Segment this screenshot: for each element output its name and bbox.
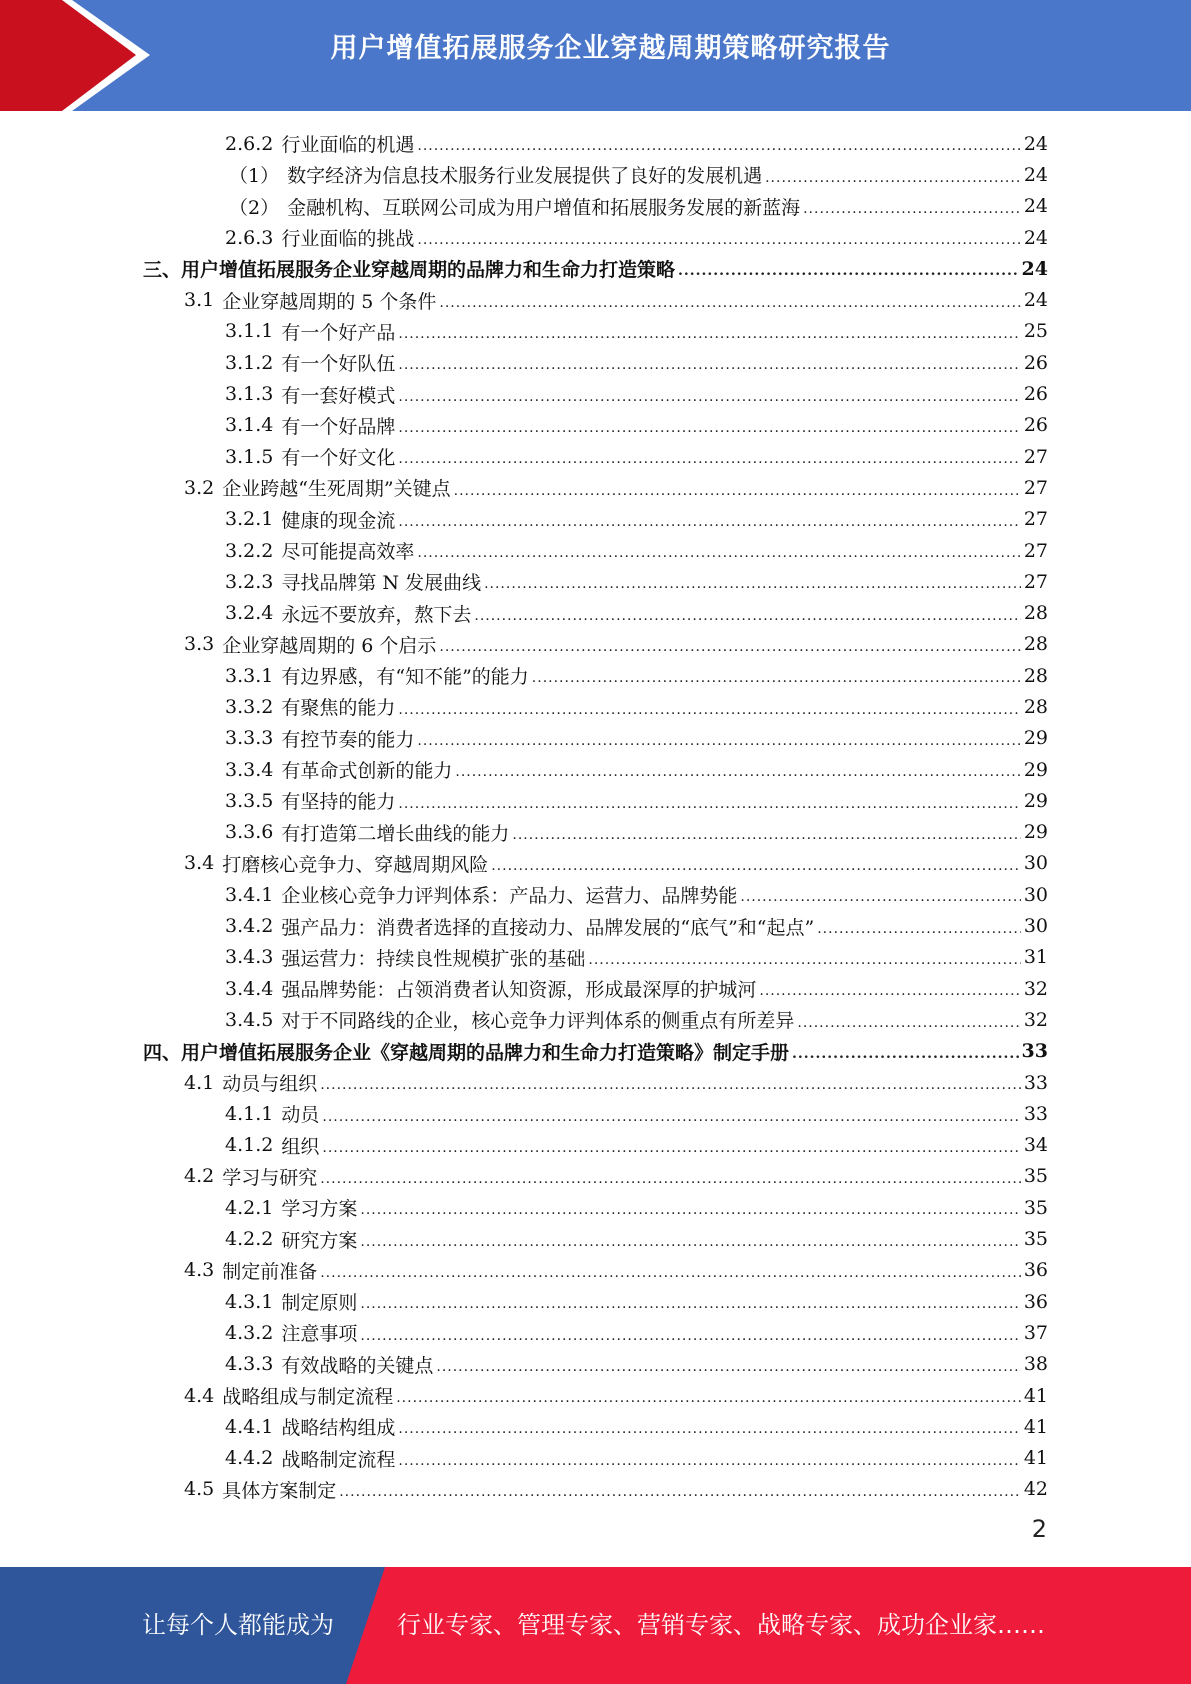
toc-entry-page: 26 xyxy=(1023,414,1048,437)
toc-dot-leader xyxy=(322,1109,1020,1125)
toc-entry[interactable] xyxy=(0,1067,1191,1098)
toc-entry-number: 3.1.2 xyxy=(225,351,274,374)
toc-entry[interactable] xyxy=(0,535,1191,566)
toc-dot-leader xyxy=(474,608,1020,624)
toc-entry-label: 强运营力：持续良性规模扩张的基础 xyxy=(281,947,586,970)
toc-entry[interactable] xyxy=(0,910,1191,941)
toc-entry-page: 30 xyxy=(1023,883,1048,906)
toc-entry-label: 企业穿越周期的 6 个启示 xyxy=(222,634,437,657)
toc-entry-label: 战略制定流程 xyxy=(281,1448,396,1471)
toc-entry-label: 具体方案制定 xyxy=(222,1479,337,1502)
toc-entry-label: 学习方案 xyxy=(281,1198,358,1221)
toc-entry[interactable] xyxy=(0,222,1191,253)
toc-entry-page: 29 xyxy=(1023,758,1048,781)
toc-entry[interactable] xyxy=(0,1161,1191,1192)
toc-entry-label: 战略组成与制定流程 xyxy=(222,1386,394,1409)
toc-entry-number: 3.4.3 xyxy=(225,946,274,969)
toc-entry[interactable] xyxy=(0,1442,1191,1473)
toc-dot-leader xyxy=(398,702,1020,718)
page-header xyxy=(0,0,1191,111)
toc-entry-label: 有一套好模式 xyxy=(281,384,396,407)
toc-entry-page: 30 xyxy=(1023,852,1048,875)
toc-entry-page: 29 xyxy=(1023,821,1048,844)
toc-entry-number: 4.3.2 xyxy=(225,1321,274,1344)
toc-entry-page: 34 xyxy=(1023,1134,1048,1157)
toc-dot-leader xyxy=(454,483,1021,499)
toc-entry-number: 3.1.5 xyxy=(225,445,274,468)
toc-dot-leader xyxy=(398,389,1020,405)
toc-entry-page: 27 xyxy=(1023,508,1048,531)
toc-entry-label: 注意事项 xyxy=(281,1323,358,1346)
toc-entry-label: 企业核心竞争力评判体系：产品力、运营力、品牌势能 xyxy=(281,885,738,908)
toc-entry-page: 27 xyxy=(1023,539,1048,562)
toc-entry-number: 4.4 xyxy=(184,1384,215,1407)
toc-entry-number: 3.3.5 xyxy=(225,789,274,812)
report-title: 用户增值拓展服务企业穿越周期策略研究报告 xyxy=(330,33,891,64)
toc-entry-label: 健康的现金流 xyxy=(281,509,396,532)
toc-entry[interactable] xyxy=(0,191,1191,222)
toc-entry-label: 组织 xyxy=(281,1135,320,1158)
toc-dot-leader xyxy=(588,952,1020,968)
toc-entry-label: 动员与组织 xyxy=(222,1073,318,1096)
toc-entry-page: 31 xyxy=(1023,946,1048,969)
toc-entry-label: 有一个好队伍 xyxy=(281,353,396,376)
toc-entry-number: 3.2.2 xyxy=(225,539,274,562)
toc-dot-leader xyxy=(398,796,1020,812)
toc-entry[interactable] xyxy=(0,1223,1191,1254)
toc-entry-number: 3.2.4 xyxy=(225,602,274,625)
toc-entry[interactable] xyxy=(0,472,1191,503)
toc-dot-leader xyxy=(396,1390,1021,1406)
toc-entry[interactable] xyxy=(0,879,1191,910)
toc-entry-page: 36 xyxy=(1023,1290,1048,1313)
toc-entry-number: 3.1.1 xyxy=(225,320,274,343)
toc-entry[interactable] xyxy=(0,159,1191,190)
toc-entry[interactable] xyxy=(0,284,1191,315)
toc-entry-number: 4.3.1 xyxy=(225,1290,274,1313)
toc-entry-page: 30 xyxy=(1023,915,1048,938)
toc-entry-number: 4.2.2 xyxy=(225,1228,274,1251)
toc-entry[interactable] xyxy=(0,1474,1191,1505)
toc-entry[interactable] xyxy=(0,785,1191,816)
toc-entry-page: 37 xyxy=(1023,1321,1048,1344)
toc-entry[interactable] xyxy=(0,942,1191,973)
toc-entry-page: 28 xyxy=(1023,664,1048,687)
toc-dot-leader xyxy=(360,1328,1020,1344)
toc-entry-label: 有一个好文化 xyxy=(281,447,396,470)
toc-entry-number: 4.3 xyxy=(184,1259,215,1282)
toc-entry-label: 战略结构组成 xyxy=(281,1417,396,1440)
toc-dot-leader xyxy=(455,764,1020,780)
toc-dot-leader xyxy=(439,295,1020,311)
toc-entry-label: 行业面临的挑战 xyxy=(281,228,415,251)
toc-entry-label: 三、用户增值拓展服务企业穿越周期的品牌力和生命力打造策略 xyxy=(143,259,676,282)
toc-entry-number: 3.2 xyxy=(184,476,215,499)
toc-entry-page: 27 xyxy=(1023,445,1048,468)
toc-dot-leader xyxy=(398,514,1020,530)
toc-entry-number: 3.3.3 xyxy=(225,727,274,750)
toc-entry-label: 制定原则 xyxy=(281,1292,358,1315)
toc-entry-page: 27 xyxy=(1023,476,1048,499)
toc-entry-page: 26 xyxy=(1023,383,1048,406)
toc-entry-label: 打磨核心竞争力、穿越周期风险 xyxy=(222,853,489,876)
toc-entry-page: 35 xyxy=(1023,1165,1048,1188)
toc-entry-label: 企业跨越“生死周期”关键点 xyxy=(222,478,451,501)
toc-entry-label: 有控节奏的能力 xyxy=(281,728,415,751)
toc-entry-number: 3.4.5 xyxy=(225,1008,274,1031)
toc-entry[interactable] xyxy=(0,723,1191,754)
toc-entry-number: 2.6.2 xyxy=(225,132,274,155)
toc-entry-page: 41 xyxy=(1023,1384,1048,1407)
toc-entry[interactable] xyxy=(0,754,1191,785)
toc-entry-number: 3.4.4 xyxy=(225,977,274,1000)
toc-entry-page: 38 xyxy=(1023,1353,1048,1376)
toc-entry-label: 有一个好品牌 xyxy=(281,415,396,438)
toc-entry[interactable] xyxy=(0,1411,1191,1442)
toc-dot-leader xyxy=(320,1265,1021,1281)
toc-entry[interactable] xyxy=(0,316,1191,347)
toc-entry-page: 27 xyxy=(1023,570,1048,593)
toc-entry-number: （1） xyxy=(229,165,280,188)
toc-dot-leader xyxy=(792,1046,1019,1062)
toc-entry-label: 金融机构、互联网公司成为用户增值和拓展服务发展的新蓝海 xyxy=(287,196,801,219)
toc-entry-number: 3.3 xyxy=(184,633,215,656)
toc-entry-number: 4.1 xyxy=(184,1071,215,1094)
toc-entry[interactable] xyxy=(0,347,1191,378)
toc-entry-label: 有坚持的能力 xyxy=(281,791,396,814)
footer-slogan: 让每个人都能成为 xyxy=(142,1611,334,1639)
toc-entry-page: 24 xyxy=(1023,132,1048,155)
toc-entry-number: 3.2.1 xyxy=(225,508,274,531)
toc-dot-leader xyxy=(398,1421,1020,1437)
toc-entry-page: 35 xyxy=(1023,1228,1048,1251)
toc-entry-page: 32 xyxy=(1023,977,1048,1000)
toc-dot-leader xyxy=(765,170,1021,186)
toc-entry-number: 4.3.3 xyxy=(225,1353,274,1376)
toc-dot-leader xyxy=(320,1171,1021,1187)
toc-entry-number: 3.2.3 xyxy=(225,570,274,593)
toc-entry-number: 4.5 xyxy=(184,1478,215,1501)
toc-entry-page: 24 xyxy=(1023,226,1048,249)
toc-entry-page: 28 xyxy=(1023,602,1048,625)
toc-dot-leader xyxy=(417,138,1020,154)
toc-dot-leader xyxy=(339,1484,1021,1500)
toc-entry[interactable] xyxy=(0,973,1191,1004)
toc-dot-leader xyxy=(360,1296,1020,1312)
toc-entry[interactable] xyxy=(0,1317,1191,1348)
toc-entry[interactable] xyxy=(0,378,1191,409)
toc-entry[interactable] xyxy=(0,597,1191,628)
toc-entry-number: 3.3.6 xyxy=(225,821,274,844)
toc-entry-label: 行业面临的机遇 xyxy=(281,134,415,157)
toc-entry-page: 33 xyxy=(1021,1040,1048,1063)
toc-entry[interactable] xyxy=(0,1098,1191,1129)
toc-dot-leader xyxy=(491,858,1021,874)
toc-entry-number: 3.4 xyxy=(184,852,215,875)
toc-entry-number: 3.4.2 xyxy=(225,915,274,938)
toc-entry-page: 24 xyxy=(1021,257,1048,280)
toc-entry-page: 41 xyxy=(1023,1447,1048,1470)
toc-dot-leader xyxy=(532,670,1021,686)
toc-entry-page: 28 xyxy=(1023,633,1048,656)
toc-entry-label: 有革命式创新的能力 xyxy=(281,760,453,783)
toc-entry-page: 24 xyxy=(1023,163,1048,186)
toc-entry-label: 有一个好产品 xyxy=(281,321,396,344)
toc-dot-leader xyxy=(320,1077,1021,1093)
toc-entry[interactable] xyxy=(0,1004,1191,1035)
toc-entry-label: 动员 xyxy=(281,1104,320,1127)
toc-dot-leader xyxy=(797,1015,1020,1031)
toc-dot-leader xyxy=(417,545,1020,561)
toc-dot-leader xyxy=(398,326,1020,342)
toc-entry-page: 25 xyxy=(1023,320,1048,343)
toc-entry-page: 26 xyxy=(1023,351,1048,374)
toc-entry-label: 数字经济为信息技术服务行业发展提供了良好的发展机遇 xyxy=(287,165,763,188)
toc-entry-label: 寻找品牌第 N 发展曲线 xyxy=(281,572,482,595)
toc-dot-leader xyxy=(439,639,1020,655)
toc-dot-leader xyxy=(817,921,1021,937)
toc-entry-page: 24 xyxy=(1023,289,1048,312)
toc-entry-number: 2.6.3 xyxy=(225,226,274,249)
toc-dot-leader xyxy=(322,1140,1020,1156)
toc-dot-leader xyxy=(803,201,1021,217)
toc-entry-label: 永远不要放弃，熬下去 xyxy=(281,603,472,626)
toc-entry[interactable] xyxy=(0,1036,1191,1067)
toc-entry[interactable] xyxy=(0,128,1191,159)
toc-entry-page: 33 xyxy=(1023,1071,1048,1094)
toc-entry[interactable] xyxy=(0,1192,1191,1223)
toc-entry-number: 3.3.1 xyxy=(225,664,274,687)
toc-entry[interactable] xyxy=(0,1380,1191,1411)
toc-entry[interactable] xyxy=(0,817,1191,848)
toc-entry-number: 3.4.1 xyxy=(225,883,274,906)
table-of-contents xyxy=(0,128,1191,1505)
toc-entry-label: 有边界感，有“知不能”的能力 xyxy=(281,666,529,689)
toc-entry-number: 4.2.1 xyxy=(225,1196,274,1219)
toc-dot-leader xyxy=(398,420,1020,436)
toc-entry-label: 学习与研究 xyxy=(222,1166,318,1189)
toc-entry-page: 36 xyxy=(1023,1259,1048,1282)
toc-dot-leader xyxy=(759,983,1020,999)
toc-entry-number: 4.4.1 xyxy=(225,1415,274,1438)
toc-entry-page: 29 xyxy=(1023,789,1048,812)
toc-entry-label: 强产品力：消费者选择的直接动力、品牌发展的“底气”和“起点” xyxy=(281,916,815,939)
toc-entry[interactable] xyxy=(0,1255,1191,1286)
toc-entry-label: 制定前准备 xyxy=(222,1260,318,1283)
toc-entry-label: 有聚焦的能力 xyxy=(281,697,396,720)
toc-entry[interactable] xyxy=(0,253,1191,284)
toc-entry[interactable] xyxy=(0,691,1191,722)
page-footer xyxy=(0,1567,1191,1684)
toc-entry-number: 4.1.2 xyxy=(225,1134,274,1157)
toc-entry[interactable] xyxy=(0,848,1191,879)
toc-entry-label: 有打造第二增长曲线的能力 xyxy=(281,822,510,845)
toc-entry-number: 3.1.4 xyxy=(225,414,274,437)
toc-entry-number: 4.4.2 xyxy=(225,1447,274,1470)
toc-dot-leader xyxy=(417,232,1020,248)
toc-entry-page: 42 xyxy=(1023,1478,1048,1501)
toc-entry-number: 4.1.1 xyxy=(225,1102,274,1125)
toc-entry[interactable] xyxy=(0,1130,1191,1161)
toc-entry-number: （2） xyxy=(229,196,280,219)
toc-entry-label: 对于不同路线的企业，核心竞争力评判体系的侧重点有所差异 xyxy=(281,1010,795,1033)
toc-dot-leader xyxy=(512,827,1020,843)
toc-dot-leader xyxy=(398,357,1020,373)
toc-entry[interactable] xyxy=(0,660,1191,691)
toc-dot-leader xyxy=(360,1234,1020,1250)
toc-dot-leader xyxy=(417,733,1020,749)
toc-entry-number: 3.1 xyxy=(184,289,215,312)
toc-entry-page: 28 xyxy=(1023,695,1048,718)
toc-entry-page: 33 xyxy=(1023,1102,1048,1125)
toc-dot-leader xyxy=(398,1453,1020,1469)
toc-entry-label: 企业穿越周期的 5 个条件 xyxy=(222,290,437,313)
toc-dot-leader xyxy=(398,451,1020,467)
toc-entry-label: 四、用户增值拓展服务企业《穿越周期的品牌力和生命力打造策略》制定手册 xyxy=(143,1041,790,1064)
toc-entry-number: 3.3.2 xyxy=(225,695,274,718)
toc-dot-leader xyxy=(360,1202,1020,1218)
toc-entry-label: 研究方案 xyxy=(281,1229,358,1252)
toc-entry-label: 有效战略的关键点 xyxy=(281,1354,434,1377)
toc-entry-page: 29 xyxy=(1023,727,1048,750)
toc-entry-page: 32 xyxy=(1023,1008,1048,1031)
toc-entry-page: 35 xyxy=(1023,1196,1048,1219)
footer-tagline: 行业专家、管理专家、营销专家、战略专家、成功企业家…… xyxy=(397,1611,1045,1639)
toc-entry[interactable] xyxy=(0,504,1191,535)
toc-entry[interactable] xyxy=(0,629,1191,660)
toc-entry[interactable] xyxy=(0,410,1191,441)
toc-entry[interactable] xyxy=(0,1349,1191,1380)
toc-dot-leader xyxy=(484,576,1021,592)
toc-dot-leader xyxy=(740,889,1020,905)
toc-dot-leader xyxy=(436,1359,1020,1375)
toc-entry[interactable] xyxy=(0,566,1191,597)
toc-entry-number: 3.1.3 xyxy=(225,383,274,406)
toc-dot-leader xyxy=(678,263,1019,279)
toc-entry[interactable] xyxy=(0,1286,1191,1317)
toc-entry-number: 3.3.4 xyxy=(225,758,274,781)
toc-entry-label: 尽可能提高效率 xyxy=(281,541,415,563)
page-number: 2 xyxy=(1031,1515,1047,1543)
toc-entry-page: 41 xyxy=(1023,1415,1048,1438)
toc-entry-number: 4.2 xyxy=(184,1165,215,1188)
toc-entry-page: 24 xyxy=(1023,195,1048,218)
toc-entry-label: 强品牌势能：占领消费者认知资源，形成最深厚的护城河 xyxy=(281,979,757,1002)
toc-entry[interactable] xyxy=(0,441,1191,472)
